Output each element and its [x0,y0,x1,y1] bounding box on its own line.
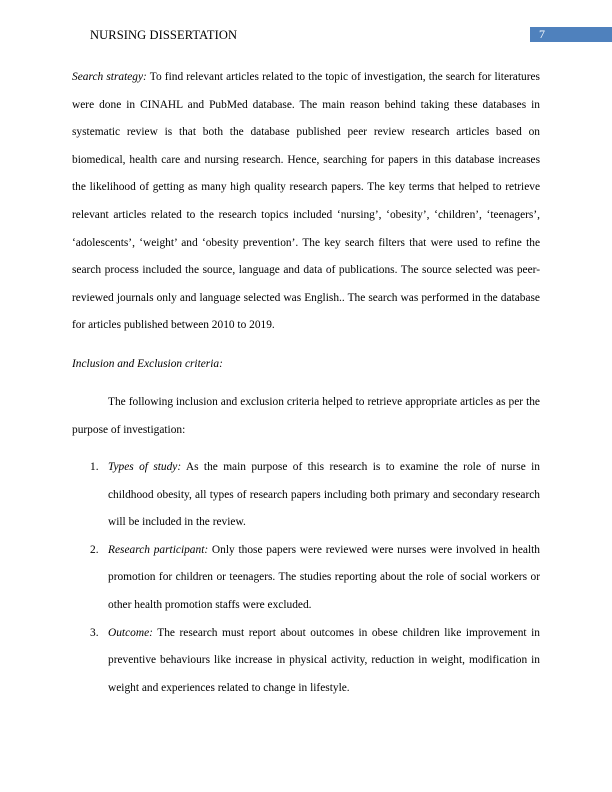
criteria-item-outcome [72,620,540,703]
criteria-label: Outcome: [108,626,153,639]
criteria-label: Types of study: [108,461,182,473]
criteria-list [72,454,540,702]
search-strategy-text: To find relevant articles related to the topic of investigation, the search for literatures were done in CINAHL and PubMed database. The main reason behind taking these databases in systematic review is that both the database published peer review research articles based on biomedical, health care and nursing research. Hence, searching for papers in this database increases the likelihood of getting as many high quality research papers. The key terms that helped to retrieve relevant articles related to the research topics included ‘nursing’, ‘obesity’, ‘children’, ‘teenagers’, ‘adolescents’, ‘weight’ and ‘obesity prevention’. The key search filters that were used to refine the search process included the source, language and data of publications. The source selected was peer-reviewed journals only and language selected was English.. The search was performed in the database for articles published between 2010 to 2019. [72,71,540,332]
search-strategy-label: Search strategy: [72,71,147,83]
criteria-text: As the main purpose of this research is to examine the role of nurse in childhood obesity, all types of research papers including both primary and secondary research will be included in the review. [108,461,540,529]
list-number: 3. [90,626,99,639]
criteria-text: Only those papers were reviewed were nurses were involved in health promotion for children or teenagers. The studies reporting about the role of social workers or other health promotion staffs were excluded. [108,543,540,611]
list-number: 1. [90,461,99,473]
criteria-item-types-of-study [72,454,540,537]
running-header-title: NURSING DISSERTATION [90,28,238,42]
list-number: 2. [90,543,99,556]
criteria-text: The research must report about outcomes in obese children like improvement in preventive behaviours like increase in physical activity, reduction in weight, modification in weight and experiences related to change in lifestyle. [108,626,540,694]
page-number: 7 [530,27,612,42]
criteria-item-research-participant [72,537,540,620]
criteria-label: Research participant: [108,543,209,556]
criteria-intro-paragraph: The following inclusion and exclusion criteria helped to retrieve appropriate articles as per the purpose of investigation: [72,396,540,436]
search-strategy-paragraph [72,64,540,340]
inclusion-exclusion-heading: Inclusion and Exclusion criteria: [72,358,223,370]
